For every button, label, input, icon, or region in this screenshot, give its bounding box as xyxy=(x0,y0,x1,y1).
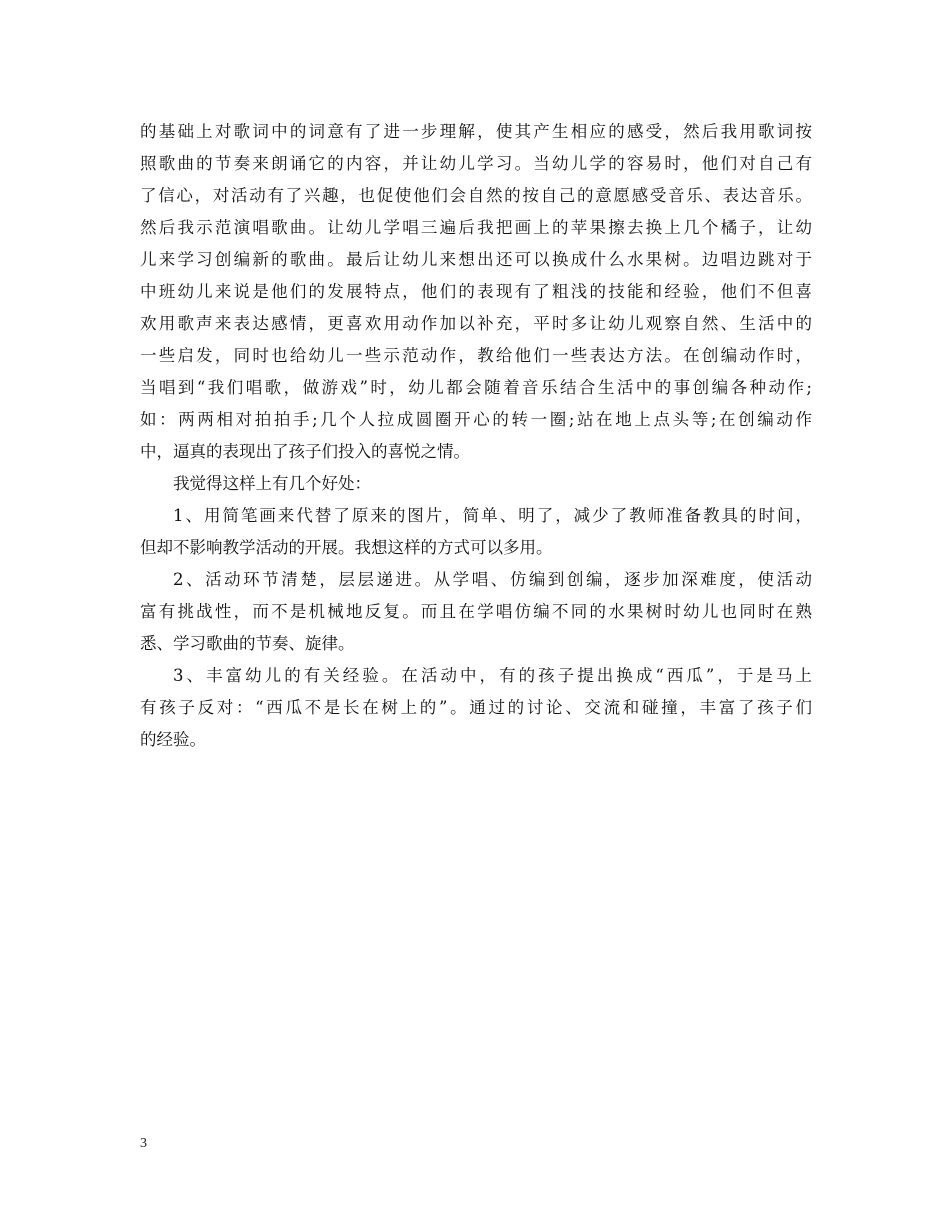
text-line: 然后我示范演唱歌曲。让幼儿学唱三遍后我把画上的苹果擦去换上几个橘子，让幼 xyxy=(140,218,812,237)
text-line: 富有挑战性，而不是机械地反复。而且在学唱仿编不同的水果树时幼儿也同时在熟 xyxy=(140,602,812,621)
text-line: 照歌曲的节奏来朗诵它的内容，并让幼儿学习。当幼儿学的容易时，他们对自己有 xyxy=(140,154,812,173)
text-line: 的经验。 xyxy=(140,730,206,749)
text-line: 欢用歌声来表达感情，更喜欢用动作加以补充，平时多让幼儿观察自然、生活中的 xyxy=(140,314,812,333)
text-line: 中班幼儿来说是他们的发展特点，他们的表现有了粗浅的技能和经验，他们不但喜 xyxy=(140,282,812,301)
list-item-2: 2、活动环节清楚，层层递进。从学唱、仿编到创编，逐步加深难度，使活动 xyxy=(173,570,812,589)
body-text xyxy=(140,116,812,756)
text-line: 了信心，对活动有了兴趣，也促使他们会自然的按自己的意愿感受音乐、表达音乐。 xyxy=(140,186,812,205)
paragraph-intro: 我觉得这样上有几个好处： xyxy=(173,474,371,493)
text-line: 一些启发，同时也给幼儿一些示范动作，教给他们一些表达方法。在创编动作时， xyxy=(140,346,812,365)
text-line: 中，逼真的表现出了孩子们投入的喜悦之情。 xyxy=(140,442,470,461)
text-line: 儿来学习创编新的歌曲。最后让幼儿来想出还可以换成什么水果树。边唱边跳对于 xyxy=(140,250,812,269)
list-item-3: 3、丰富幼儿的有关经验。在活动中，有的孩子提出换成“西瓜”，于是马上 xyxy=(173,666,812,685)
text-line: 悉、学习歌曲的节奏、旋律。 xyxy=(140,634,355,653)
page-number: 3 xyxy=(140,1136,147,1151)
text-line: 的基础上对歌词中的词意有了进一步理解，使其产生相应的感受，然后我用歌词按 xyxy=(140,122,812,141)
text-line: 有孩子反对：“西瓜不是长在树上的”。通过的讨论、交流和碰撞，丰富了孩子们 xyxy=(140,698,812,717)
list-item-1: 1、用简笔画来代替了原来的图片，简单、明了，减少了教师准备教具的时间， xyxy=(173,506,812,525)
text-line: 但却不影响教学活动的开展。我想这样的方式可以多用。 xyxy=(140,538,553,557)
text-line: 当唱到“我们唱歌，做游戏”时，幼儿都会随着音乐结合生活中的事创编各种动作; xyxy=(140,378,812,397)
text-line: 如：两两相对拍拍手;几个人拉成圆圈开心的转一圈;站在地上点头等;在创编动作 xyxy=(140,410,812,429)
